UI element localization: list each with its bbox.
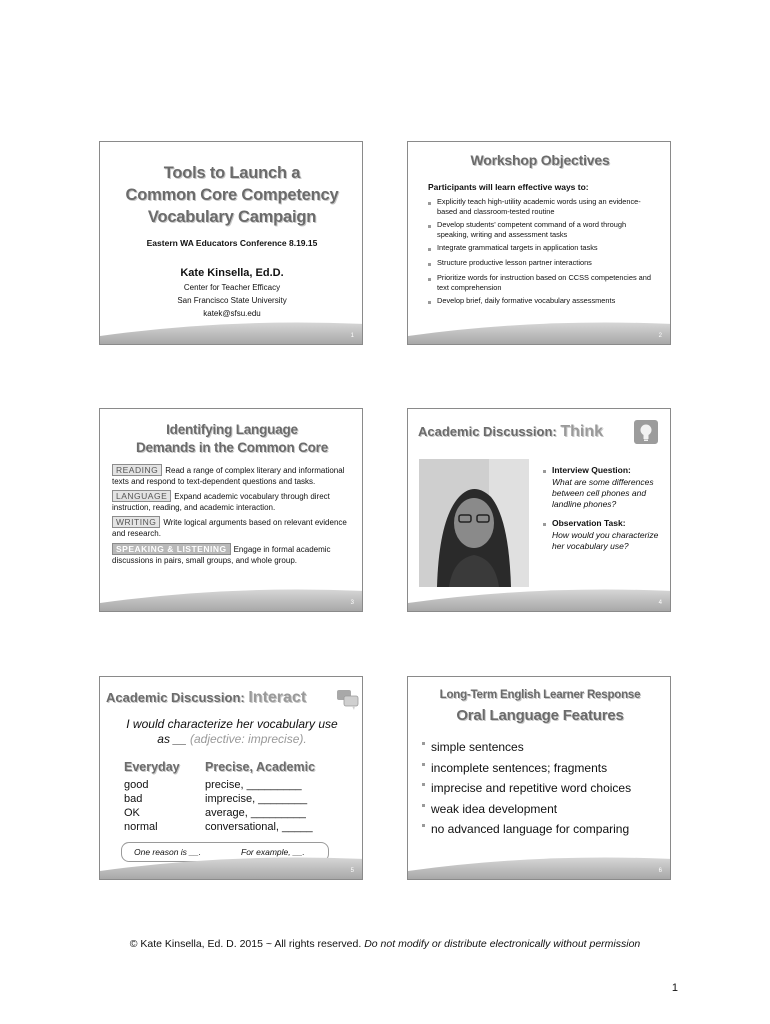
slide-number: 4 [658,600,662,606]
slide-swoosh [100,304,363,344]
demand-row-speaking: SPEAKING & LISTENING Engage in formal academic discussions in pairs, small groups, and whole group. [112,544,331,565]
slide-1 [99,141,363,345]
slide-swoosh [100,571,363,611]
list-item: Structure productive lesson partner interactions [427,258,657,268]
demand-row-language: LANGUAGE Expand academic vocabulary through direct instruction, reading, and academic interaction. [112,491,330,512]
slide-swoosh [408,839,671,879]
interview-question-label: Interview Question: [542,465,664,476]
list-item: weak idea development [421,799,666,820]
student-video-image [419,459,529,587]
speech-bubbles-icon [336,687,360,711]
slide-6 [407,676,671,880]
interview-question-text: What are some differences between cell phones and landline phones? [552,477,654,509]
lightbulb-icon [634,420,658,444]
slide-6-title-line-2: Oral Language Features [456,707,624,724]
interact-accent: Interact [248,689,307,706]
everyday-word-list: good bad OK normal [124,779,158,833]
precise-column-header: Precise, Academic [205,760,316,774]
list-item: simple sentences [421,737,666,758]
presenter-name: Kate Kinsella, Ed.D. [180,267,284,279]
frame-reason: One reason is __. [134,847,202,857]
slide-4-title: Academic Discussion: Think [418,423,604,440]
slide-1-title: Tools to Launch a Common Core Competency Vocabulary Campaign [125,164,339,226]
frame-example: For example, __. [241,847,305,857]
adjective-hint: (adjective: imprecise). [190,732,307,746]
email-address: katek@sfsu.edu [203,309,261,318]
slide-number: 1 [350,333,354,339]
org-line-1: Center for Teacher Efficacy [183,283,281,292]
list-item: incomplete sentences; fragments [421,758,666,779]
reading-tag: READING [112,464,162,476]
speaking-listening-tag: SPEAKING & LISTENING [112,543,231,555]
conference-line: Eastern WA Educators Conference 8.19.15 [146,238,318,248]
slide-2-title: Workshop Objectives [470,152,610,168]
list-item: no advanced language for comparing [421,819,666,840]
objectives-list [427,197,657,306]
slide-swoosh [408,304,671,344]
slide-5 [99,676,363,880]
slide-number: 5 [350,868,354,874]
slide-swoosh [408,571,671,611]
slide-4 [407,408,671,612]
slide-number: 2 [658,333,662,339]
demand-row-writing: WRITING Write logical arguments based on relevant evidence and research. [112,517,347,538]
slide-5-title: Academic Discussion: Interact [106,689,307,706]
slide-3 [99,408,363,612]
list-item: imprecise and repetitive word choices [421,778,666,799]
slide-6-title-line-1: Long-Term English Learner Response [439,689,641,701]
slide-number: 3 [350,600,354,606]
copyright-footer [0,938,770,950]
list-item: Prioritize words for instruction based on CCSS competencies and text comprehension [427,273,657,293]
observation-task-text: How would you characterize her vocabulary use? [552,530,659,551]
demand-row-reading: READING Read a range of complex literary and informational texts and respond to text-dependent questions and tasks. [112,465,345,486]
precise-word-list: precise, _________ imprecise, ________ average, _________ conversational, _____ [205,779,313,833]
list-item: Integrate grammatical targets in application tasks [427,243,657,253]
slide-3-title: Identifying Language Demands in the Common Core [135,422,329,455]
everyday-column-header: Everyday [124,760,180,774]
org-line-2: San Francisco State University [177,296,287,305]
writing-tag: WRITING [112,516,160,528]
language-tag: LANGUAGE [112,490,171,502]
copyright-text: © Kate Kinsella, Ed. D. 2015 ~ All rights reserved. [129,938,362,950]
observation-task-label: Observation Task: [542,518,664,529]
slide-number: 6 [658,868,662,874]
slide-2 [407,141,671,345]
list-item: Explicitly teach high-utility academic words using an evidence-based and classroom-tested routine [427,197,657,217]
discussion-questions [542,465,664,552]
list-item: Develop brief, daily formative vocabulary assessments [427,296,657,306]
page-number: 1 [671,982,678,994]
usage-notice: Do not modify or distribute electronically without permission [364,938,641,950]
language-demands [112,464,354,566]
slide-swoosh [100,839,363,879]
objectives-intro: Participants will learn effective ways to: [428,182,589,192]
think-accent: Think [560,423,604,440]
oral-language-features-list [421,737,666,840]
list-item: Develop students’ competent command of a word through speaking, writing and assessment tasks [427,220,657,240]
sentence-frame-prompt: I would characterize her vocabulary use as __ (adjective: imprecise). [126,717,338,746]
